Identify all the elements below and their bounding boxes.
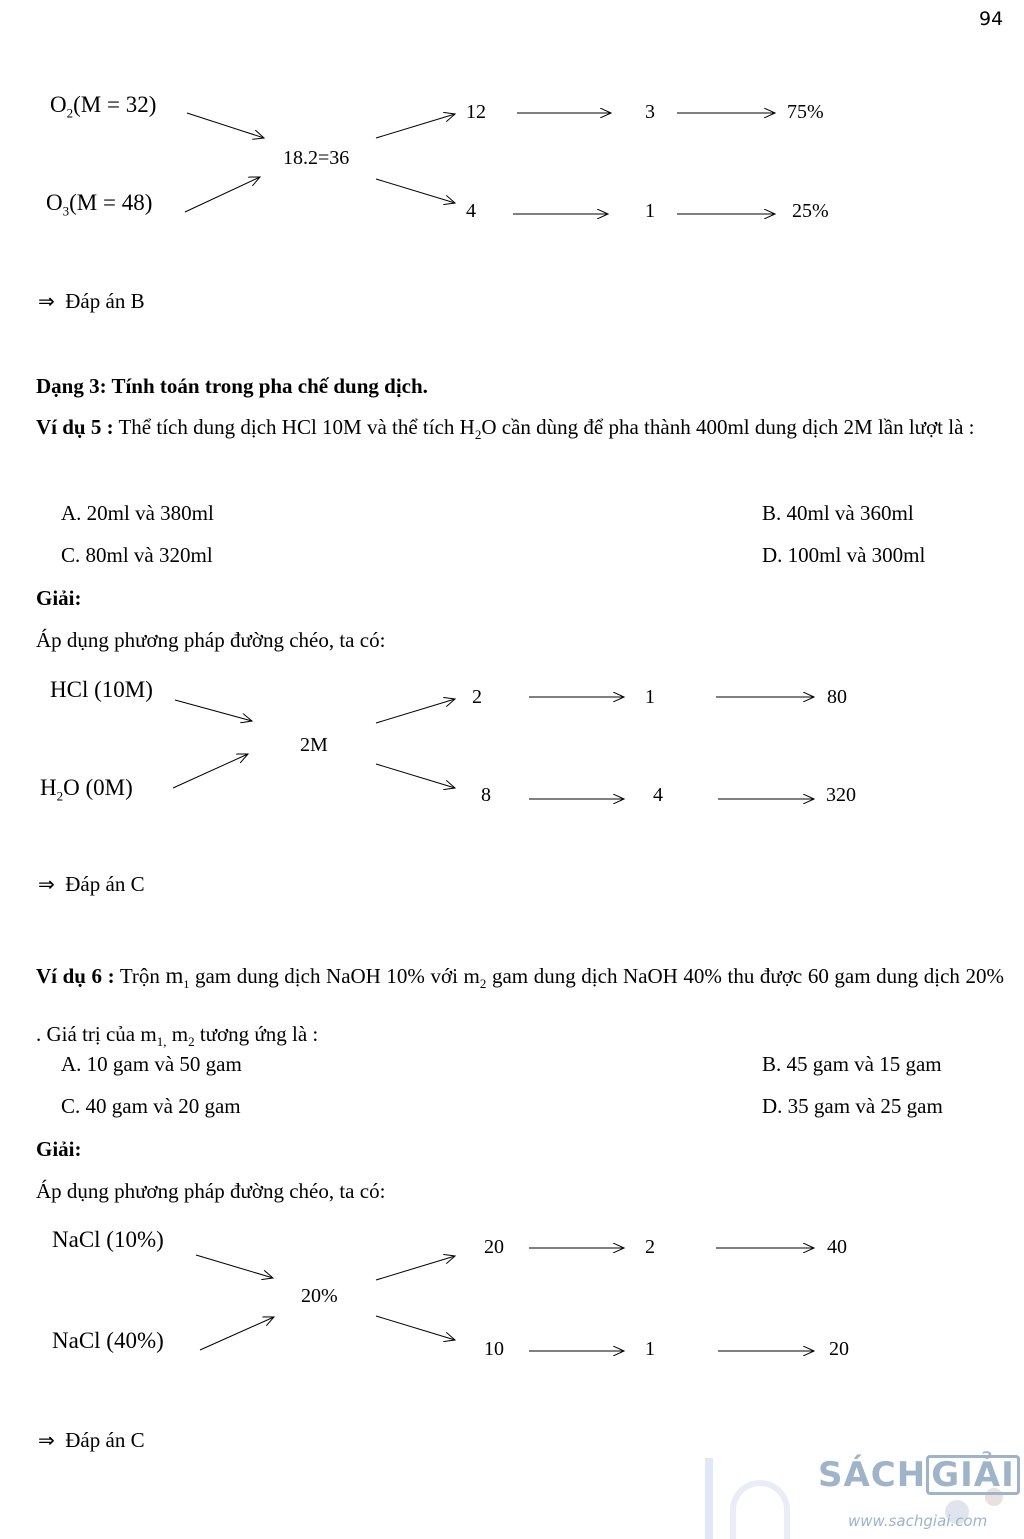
diagram1-top-3: 75% [787,101,824,123]
ex5-option-b: B. 40ml và 360ml [762,501,914,525]
arrow [185,177,260,212]
diagram3-bottom-1: 10 [484,1338,504,1360]
diagram2-top-2: 1 [645,686,655,708]
diagram2-bottom-1: 8 [481,784,491,806]
diagram1-top-1: 12 [466,101,486,123]
diagram2-bottom-2: 4 [653,784,663,806]
page-number: 94 [979,8,1004,30]
answer-c: ⇒ Đáp án C [38,872,145,896]
ex6-option-a: A. 10 gam và 50 gam [61,1052,242,1076]
method-text: Áp dụng phương pháp đường chéo, ta có: [36,628,386,652]
diagram2-bottom-3: 320 [826,784,856,806]
solution-label: Giải: [36,586,82,610]
diagram3-bottom-2: 1 [645,1338,655,1360]
example-5-question: Ví dụ 5 : Thể tích dung dịch HCl 10M và thể tích $H_2O$ cần dùng để pha thành 400ml dung dịch 2M lần lượt là : [36,415,975,443]
ex6-option-b: B. 45 gam và 15 gam [762,1052,942,1076]
diagram2-center: 2M [300,734,328,756]
implies-icon: ⇒ [38,1428,55,1452]
implies-icon: ⇒ [38,289,55,313]
diagram3-top-1: 20 [484,1236,504,1258]
ex5-option-d: D. 100ml và 300ml [762,543,926,567]
watermark-brand: SÁCH GIẢI [818,1455,1020,1495]
arrow [196,1255,273,1278]
arrow [376,1256,455,1280]
diagram1-left-top: $O_2(M = 32)$ [50,92,157,121]
diagram2-top-3: 80 [827,686,847,708]
diagram3-bottom-3: 20 [829,1338,849,1360]
diagram1-top-2: 3 [645,101,655,123]
arrow [376,699,455,723]
arrow [187,113,264,138]
diagram3-top-3: 40 [827,1236,847,1258]
implies-icon: ⇒ [38,872,55,896]
diagram3-left-top: NaCl (10%) [52,1227,164,1252]
diagram3-center: 20% [301,1285,338,1307]
diagram3-left-bottom: NaCl (40%) [52,1328,164,1353]
arrow [173,754,248,788]
ex5-option-c: C. 80ml và 320ml [61,543,213,567]
diagram1-left-bottom: $O_3(M = 48)$ [46,190,153,219]
diagram2-left-bottom: $H_2O$ (0M) [40,775,133,804]
diagram1-bottom-3: 25% [792,200,829,222]
ex6-option-d: D. 35 gam và 25 gam [762,1094,943,1118]
solution-label: Giải: [36,1137,82,1161]
arrow [200,1317,274,1350]
arrow [376,764,455,788]
arrow [175,700,252,721]
arrow [376,114,455,138]
section-title: Dạng 3: Tính toán trong pha chế dung dịch. [36,374,428,398]
ex5-option-a: A. 20ml và 380ml [61,501,214,525]
ex6-option-c: C. 40 gam và 20 gam [61,1094,241,1118]
watermark-url: www.sachgiai.com [848,1512,988,1530]
answer-c-final: ⇒ Đáp án C [38,1428,145,1452]
arrow [376,1316,455,1340]
diagram2-left-top: HCl (10M) [50,677,153,702]
arrow [376,179,455,203]
diagram3-top-2: 2 [645,1236,655,1258]
diagram2-top-1: 2 [472,686,482,708]
method-text: Áp dụng phương pháp đường chéo, ta có: [36,1179,386,1203]
diagram1-center: 18.2=36 [283,147,350,169]
answer-b: ⇒ Đáp án B [38,289,145,313]
example-6-question: Ví dụ 6 : Trộn $m_1$ gam dung dịch NaOH 10% với $m_2$ gam dung dịch NaOH 40% thu được 60 gam dung dịch 20% . Giá trị của $m_{1,}$ $m_2$ tương ứng là : [36,963,1004,1050]
diagram1-bottom-1: 4 [466,200,476,222]
diagram1-bottom-2: 1 [645,200,655,222]
